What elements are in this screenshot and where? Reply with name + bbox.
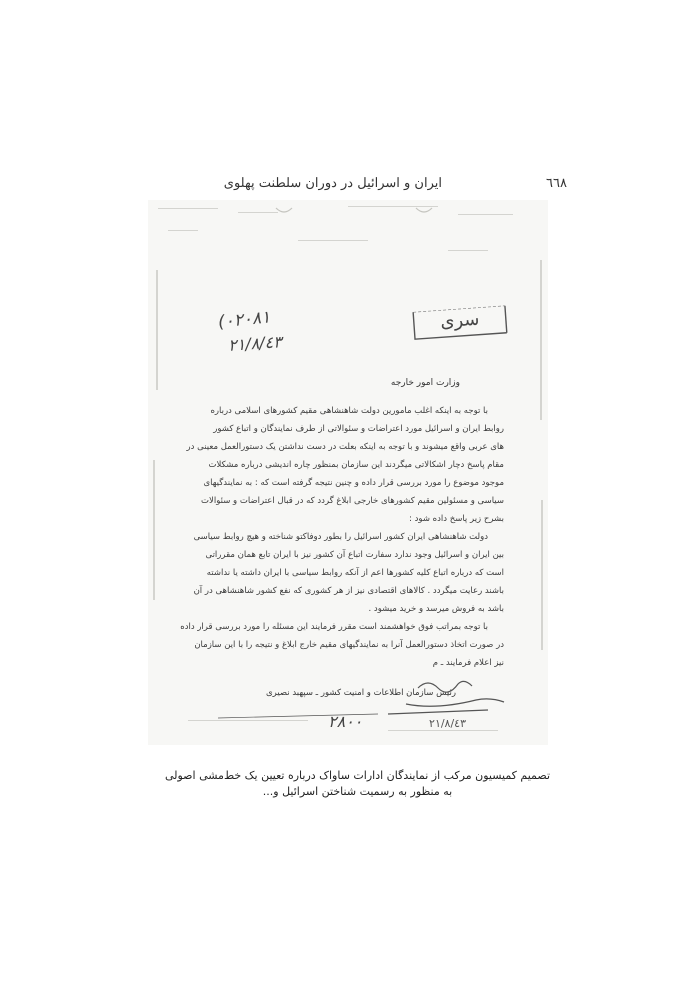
body-line: باشد به فروش میرسد و خرید میشود .	[368, 604, 504, 614]
reference-number: (۰۲۰۸۱	[217, 307, 272, 333]
caption-line-1: تصمیم کمیسیون مرکب از نمایندگان ادارات ساواک درباره تعیین یک خط‌مشی اصولی	[164, 769, 551, 782]
figure-caption	[150, 768, 565, 800]
body-line: در صورت اتخاذ دستورالعمل آنرا به نمایندگیهای مقیم خارج ابلاغ و نتیجه را با این سازمان	[194, 640, 504, 650]
addressee: وزارت امور خارجه	[390, 378, 460, 388]
body-line: دولت شاهنشاهی ایران کشور اسرائیل را بطور دوفاکتو شناخته و هیچ روابط سیاسی	[193, 532, 488, 542]
body-line: است که درباره اتباع کلیه کشورها اعم از آنکه روابط سیاسی با ایران داشته یا نداشته	[206, 568, 504, 578]
scanned-document	[148, 200, 548, 745]
signer-title: رئیس سازمان اطلاعات و امنیت کشور ـ سپهبد نصیری	[266, 688, 456, 698]
page-number: ٦٦٨	[546, 176, 567, 191]
reference-date: ۲۱/۸/٤٣	[227, 332, 283, 355]
signature-date: ۲۱/۸/٤٣	[429, 717, 466, 730]
page-header	[155, 172, 567, 194]
body-line: مقام پاسخ دچار اشکالاتی میگردند این سازمان بمنظور چاره اندیشی درباره مشکلات	[208, 460, 504, 470]
body-line: های عربی واقع میشوند و با توجه به اینکه بعلت در دست نداشتن یک دستورالعمل معینی در	[186, 442, 504, 452]
body-line: با توجه به اینکه اغلب مامورین دولت شاهنشاهی مقیم کشورهای اسلامی درباره	[210, 406, 488, 416]
signature-number: ۲۸۰۰	[328, 712, 363, 731]
body-line: نیز اعلام فرمایند ـ م	[432, 658, 504, 668]
book-title: ایران و اسرائیل در دوران سلطنت پهلوی	[223, 176, 442, 191]
body-line: سیاسی و مسئولین مقیم کشورهای خارجی ابلاغ گردد که در قبال اعتراضات و سئوالات	[201, 496, 504, 506]
caption-line-2: به منظور به رسمیت شناختن اسرائیل و...	[262, 785, 453, 798]
signature-mark	[148, 200, 548, 745]
body-line: با توجه بمراتب فوق خواهشمند است مقرر فرمایند این مسئله را مورد بررسی قرار داده	[180, 622, 488, 632]
stamp-label: سری	[439, 308, 481, 333]
body-line: باشند رعایت میگردد . کالاهای اقتصادی نیز از هر کشوری که نفع کشور شاهنشاهی در آن	[193, 586, 504, 596]
body-line: روابط ایران و اسرائیل مورد اعتراضات و سئوالاتی از طرف نمایندگان و اتباع کشور	[213, 424, 504, 434]
body-line: موجود موضوع را مورد بررسی قرار داده و چنین نتیجه گرفته است که : به نمایندگیهای	[203, 478, 504, 488]
body-line: بین ایران و اسرائیل وجود ندارد سفارت اتباع آن کشور نیز با ایران تابع همان مقرراتی	[205, 550, 504, 560]
body-line: بشرح زیر پاسخ داده شود :	[409, 514, 504, 524]
